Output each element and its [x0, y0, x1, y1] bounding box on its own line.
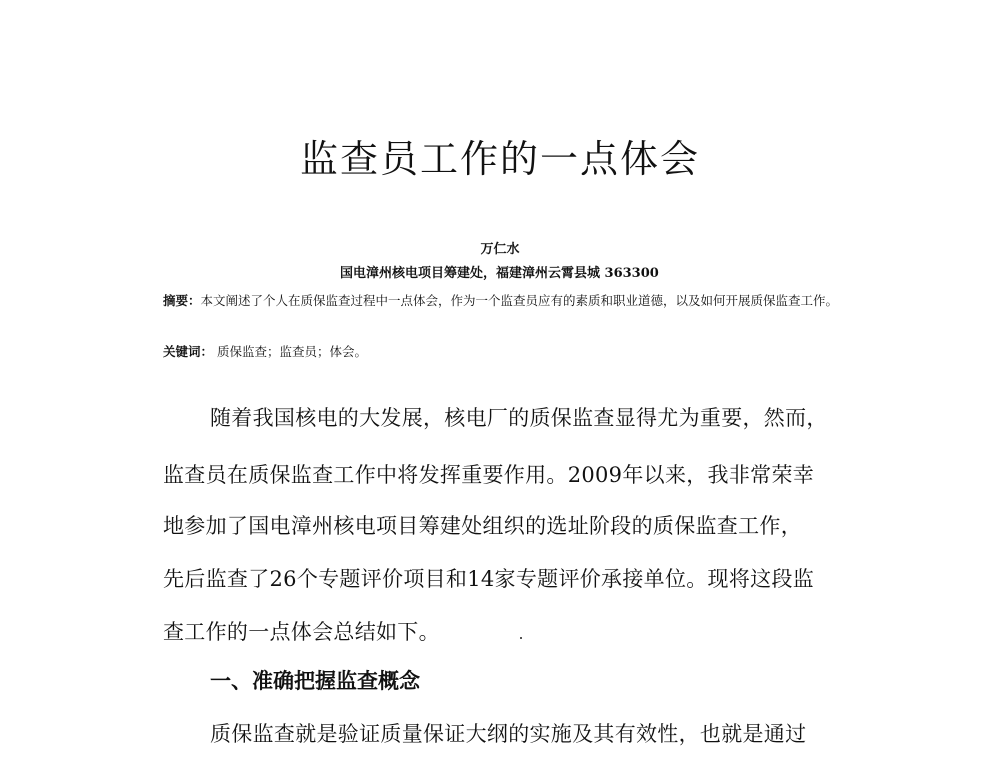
abstract-label: 摘要：: [163, 293, 201, 308]
body-line: 先后监查了26个专题评价项目和14家专题评价承接单位。现将这段监: [163, 567, 815, 591]
keywords-label: 关键词：: [163, 344, 214, 359]
body-line: 随着我国核电的大发展，核电厂的质保监查显得尤为重要，然而，: [210, 406, 828, 430]
body-line: 监查员在质保监查工作中将发挥重要作用。2009年以来，我非常荣幸: [163, 463, 815, 487]
abstract-text: 本文阐述了个人在质保监查过程中一点体会，作为一个监查员应有的素质和职业道德，以及如何开展质保监查工作。: [200, 293, 839, 308]
author-name: 万仁水: [480, 242, 520, 257]
paper-title: 监查员工作的一点体会: [299, 137, 700, 181]
abstract: [163, 289, 853, 313]
keywords-text: 质保监查；监查员；体会。: [213, 344, 367, 359]
section-heading: 一、准确把握监查概念: [210, 669, 420, 693]
keywords: [163, 341, 853, 363]
author-affiliation: 国电漳州核电项目筹建处，福建漳州云霄县城 363300: [340, 266, 659, 281]
body-line: 地参加了国电漳州核电项目筹建处组织的选址阶段的质保监查工作，: [163, 514, 802, 538]
body-line: 质保监查就是验证质量保证大纲的实施及其有效性，也就是通过: [210, 722, 807, 746]
body-line: 查工作的一点体会总结如下。: [163, 620, 440, 644]
scan-speck: [520, 637, 522, 639]
